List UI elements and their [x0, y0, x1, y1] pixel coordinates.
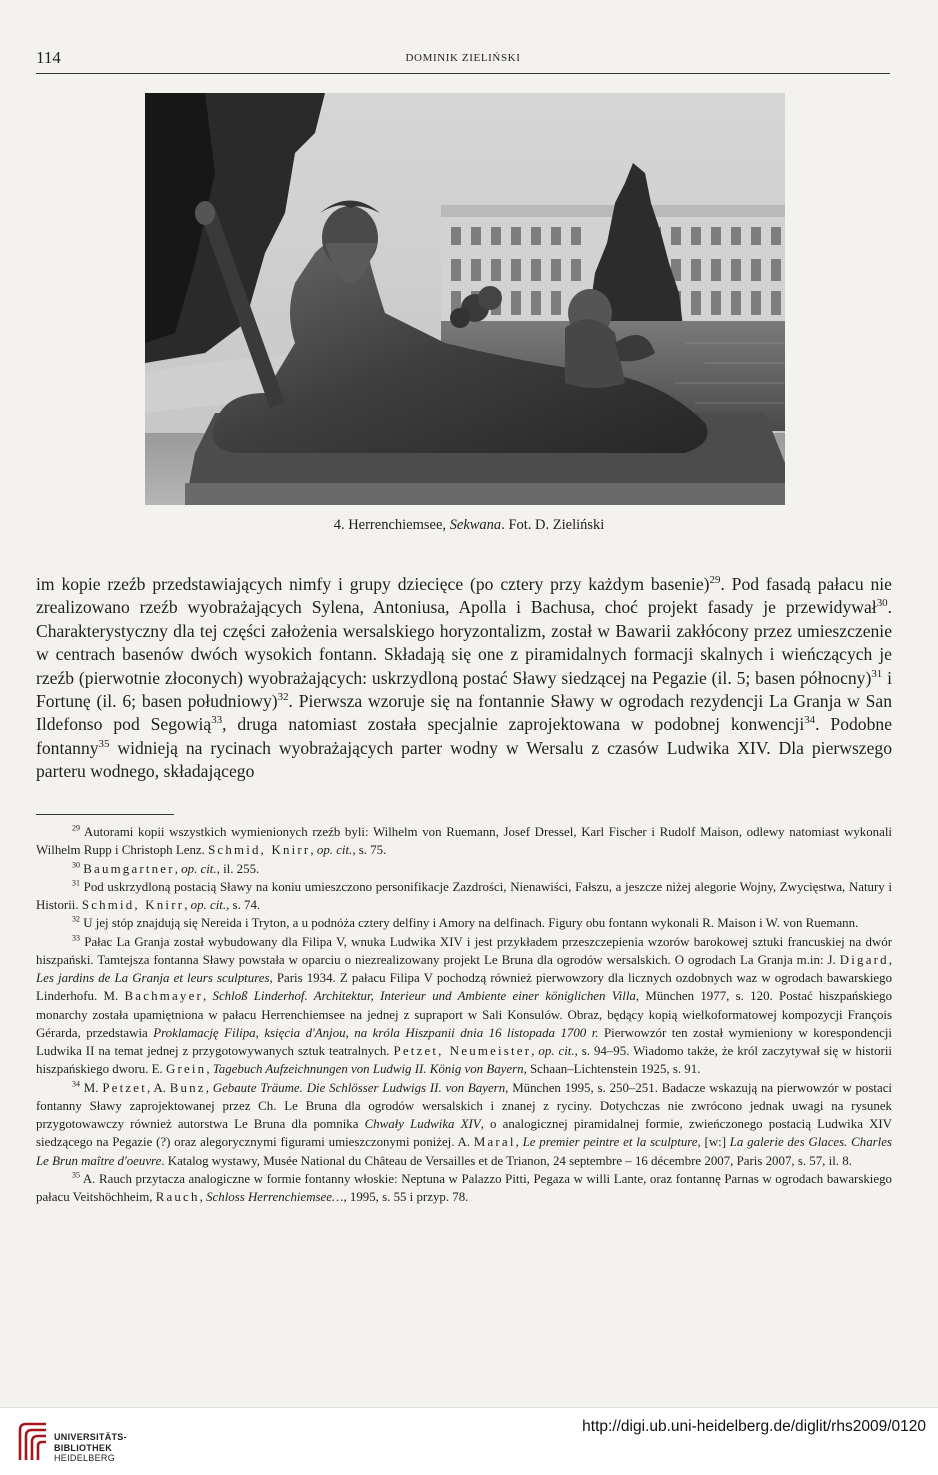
footnote-number: 34: [72, 1079, 80, 1089]
footnotes: [36, 823, 892, 1206]
footnote-number: 35: [72, 1170, 80, 1180]
footnote-title: op. cit.: [316, 843, 353, 858]
footnote-text: , [w:]: [697, 1135, 730, 1150]
footnote-text: Autorami kopii wszystkich wymienionych rzeźb byli: Wilhelm von Ruemann, Josef Dressel, Karl Fischer i Rudolf Maison, odlewy natomiast wykonali Wilhelm Rupp i Christoph Lenz.: [36, 825, 892, 858]
footnote-author: Grein: [165, 1062, 207, 1077]
footnote-title: La galerie des Glaces. Charles Le Brun maître d'oeuvre: [36, 1135, 892, 1168]
footnote-ref-30[interactable]: 30: [876, 597, 888, 610]
footnote-title: Le premier peintre et la sculpture: [522, 1135, 698, 1150]
footnote-title: Schloss Herrenchiemsee…: [206, 1190, 344, 1204]
body-text-segment: i Fortunę (il. 6; basen południowy): [36, 667, 892, 712]
header-rule: [36, 73, 890, 74]
footnote-text: , o analogicznej piramidalnej formie, zwieńczonego postacią Ludwika XIV siedzącego na Pegazie (?) oraz alegorycznymi figurami umieszczonymi poniżej. A.: [36, 1117, 892, 1150]
viewer-footer-bar: [0, 1407, 938, 1475]
footnote-text: Pałac La Granja został wybudowany dla Filipa V, wnuka Ludwika XIV i jest przykładem przeszczepienia wzorów barokowej sztuki francuskiej na dwór hiszpański. Tamtejsza fontanna Sławy powstała w oparciu o niezrealizowany projekt Le Bruna dla ogrodów wersalskich. O ogrodach La Granja m.in: J.: [36, 934, 892, 967]
footnote-author: Bachmayer: [124, 989, 203, 1004]
running-head: DOMINIK ZIELIŃSKI: [405, 52, 521, 64]
footnote-ref-31[interactable]: 31: [871, 667, 883, 680]
figure-photo-sekwana: [145, 93, 785, 505]
footnote-text: ,: [199, 1190, 207, 1204]
footnote-number: 30: [72, 860, 80, 870]
footnote-ref-33[interactable]: 33: [211, 714, 223, 727]
footnote-title: Tagebuch Aufzeichnungen von Ludwig II. König von Bayern: [212, 1062, 524, 1077]
footnote-author: Baumgartner: [83, 861, 175, 876]
footnote-text: U jej stóp znajdują się Nereida i Tryton, a u podnóża cztery delfiny i Amory na delfinach. Figury obu fontann wykonali R. Maison i W. von Ruemann.: [79, 916, 859, 931]
footnote-33: [36, 933, 892, 1079]
footnote-author: Schmid, Knirr: [81, 898, 185, 912]
footnote-title: op. cit.: [538, 1044, 575, 1058]
library-logo-icon: [14, 1422, 50, 1462]
footnote-text: , il. 255.: [216, 861, 260, 876]
footnote-text: , s. 75.: [352, 843, 387, 858]
footnote-text: ,: [888, 952, 892, 967]
footnote-title: op. cit.: [190, 898, 227, 912]
page-number: 114: [36, 48, 61, 67]
footnote-30: [36, 860, 892, 878]
footnote-title: op. cit.: [181, 861, 217, 876]
figure-caption: [0, 517, 938, 534]
footnote-ref-35[interactable]: 35: [98, 737, 110, 750]
library-name-line: HEIDELBERG: [54, 1453, 116, 1463]
footnote-text: , s. 94–95. Wiadomo także, że król zaczytywał się w historii hiszpańskiego dworu. E.: [36, 1044, 892, 1077]
footnote-text: A. Rauch przytacza analogiczne w formie fontanny włoskie: Neptuna w Palazzo Pitti, Pegaza w willi Lante, oraz fontannę Parnas w ogrodach bawarskiego pałacu Veitshöchheim,: [36, 1171, 892, 1204]
footnote-text: ,: [515, 1135, 523, 1150]
footnote-title: Gebaute Träume. Die Schlösser Ludwigs II. von Bayern: [212, 1080, 506, 1095]
footnote-35: [36, 1170, 892, 1207]
footnote-number: 32: [72, 914, 80, 924]
footnote-author: Maral: [473, 1135, 516, 1150]
footnote-text: . Katalog wystawy, Musée National du Château de Versailles et de Trianon, 24 septembre – 16 décembre 2007, Paris 2007, s. 57, il. 8.: [161, 1153, 852, 1168]
footnote-text: , Paris 1934. Z pałacu Filipa V pochodzą również pierwowzory dla licznych ozdobnych waz w ogrodach bawarskiego Linderhofu. M.: [36, 971, 893, 1004]
footnote-ref-32[interactable]: 32: [277, 691, 289, 704]
footnote-text: Pod uskrzydloną postacią Sławy na koniu umieszczono personifikacje Zazdrości, Nienawiści, Fałszu, a jeszcze niżej alegorie Wojny, Zwycięstwa, Natury i Historii.: [36, 879, 892, 912]
body-text-segment: . Podobne fontanny: [36, 714, 892, 758]
footnote-author: Petzet, Neumeister: [393, 1044, 532, 1058]
footnote-title: Chwały Ludwika XIV: [364, 1117, 481, 1131]
footnote-text: M.: [79, 1080, 103, 1095]
caption-prefix: 4. Herrenchiemsee,: [333, 517, 450, 533]
footnote-text: ,: [174, 861, 182, 876]
footnote-32: [36, 914, 892, 932]
footnote-text: ,: [184, 898, 191, 912]
footnote-author: Schmid, Knirr: [208, 843, 311, 858]
footnote-text: ,: [206, 1062, 213, 1077]
page-header: [36, 48, 890, 72]
footnote-text: Pierwowzór ten został wymieniony w korespondencji Ludwika II na temat jednej z przygotowywanych sztuk teatralnych.: [36, 1025, 893, 1058]
footnote-text: , Schaan–Lichtenstein 1925, s. 91.: [523, 1062, 701, 1077]
footnote-ref-34[interactable]: 34: [804, 714, 816, 727]
university-library-logo[interactable]: [14, 1422, 50, 1467]
footnote-text: , A.: [147, 1080, 170, 1095]
footnote-text: ,: [310, 843, 317, 858]
library-name: [54, 1432, 127, 1464]
footnote-29: [36, 823, 892, 860]
footnote-number: 31: [72, 878, 80, 888]
library-name-line: BIBLIOTHEK: [54, 1442, 112, 1453]
footnote-title: Proklamację Filipa, księcia d'Anjou, na króla Hiszpanii dnia 16 listopada 1700 r.: [153, 1025, 599, 1040]
footnote-number: 29: [72, 823, 80, 833]
photo-illustration: [145, 93, 785, 505]
footnote-text: , München 1977, s. 120. Postać hiszpańskiego monarchy została upamiętniona w pałacu Herrenchiemsee na jednej z supraport w Sali Konsulów. Obraz, będący kopią wielkoformatowej kompozycji François Gérarda, przedstawia: [36, 989, 893, 1040]
footnote-author: Bunz: [169, 1080, 206, 1095]
footnote-text: ,: [202, 989, 213, 1004]
body-text-segment: . Charakterystyczny dla tej części założenia wersalskiego horyzontalizm, został w Bawarii zakłócony przez umieszczenie w centrach basenów dwóch wysokich fontann. Składają się one z piramidalnych formacji skalnych i wieńczących je rzeźb (pierwotnie złoconych) wyobrażających: uskrzydloną postać Sławy siedzącej na Pegazie (il. 5; basen północny): [36, 597, 892, 688]
body-text-segment: . Pod fasadą pałacu nie zrealizowano rzeźb wyobrażających Sylena, Antoniusa, Apolla i Bachusa, choć projekt fasady je przewidywał: [36, 574, 892, 618]
footnote-author: Rauch: [155, 1190, 200, 1204]
footnote-number: 33: [72, 933, 80, 943]
footnote-text: , s. 74.: [226, 898, 261, 912]
footnote-34: [36, 1079, 892, 1170]
footnote-text: ,: [205, 1080, 213, 1095]
footnote-31: [36, 878, 892, 915]
footnote-separator: [36, 814, 174, 815]
footnote-title: Schloß Linderhof. Architektur, Interieur und Ambiente einer königlichen Villa: [212, 989, 636, 1004]
footnote-title: Les jardins de La Granja et leurs sculptures: [36, 971, 270, 985]
library-name-line: UNIVERSITÄTS-: [54, 1432, 127, 1442]
permalink-url[interactable]: http://digi.ub.uni-heidelberg.de/diglit/rhs2009/0120: [582, 1418, 926, 1435]
caption-title: Sekwana: [449, 517, 502, 533]
footnote-text: , 1995, s. 55 i przyp. 78.: [343, 1190, 469, 1204]
footnote-text: ,: [531, 1044, 539, 1058]
footnote-ref-29[interactable]: 29: [709, 574, 721, 587]
body-paragraph: [36, 573, 892, 784]
body-text-segment: widnieją na rycinach wyobrażających parter wodny w Wersalu z czasów Ludwika XIV. Dla pierwszego parteru wodnego, składającego: [36, 737, 892, 782]
footnote-author: Petzet: [102, 1080, 148, 1095]
footnote-text: , München 1995, s. 250–251. Badacze wskazują na pierwowzór w postaci fontanny Sławy zaprojektowanej przez Ch. Le Bruna dla ogrodów wersalskich i znanej z ryciny. Dotychczas nie zwrócono jednak uwagi na rysunek przygotowawczy również autorstwa Le Bruna dla pomnika: [36, 1080, 892, 1131]
body-text-segment: , druga natomiast została specjalnie zaprojektowana w podobnej konwencji: [222, 714, 805, 735]
body-text-segment: im kopie rzeźb przedstawiających nimfy i grupy dziecięce (po cztery przy każdym basenie): [36, 574, 710, 594]
footnote-author: Digard: [839, 952, 889, 967]
caption-suffix: . Fot. D. Zieliński: [501, 517, 605, 533]
body-text-segment: . Pierwsza wzoruje się na fontannie Sławy w ogrodach rezydencji La Granja w San Ildefonso pod Segowią: [36, 691, 892, 735]
